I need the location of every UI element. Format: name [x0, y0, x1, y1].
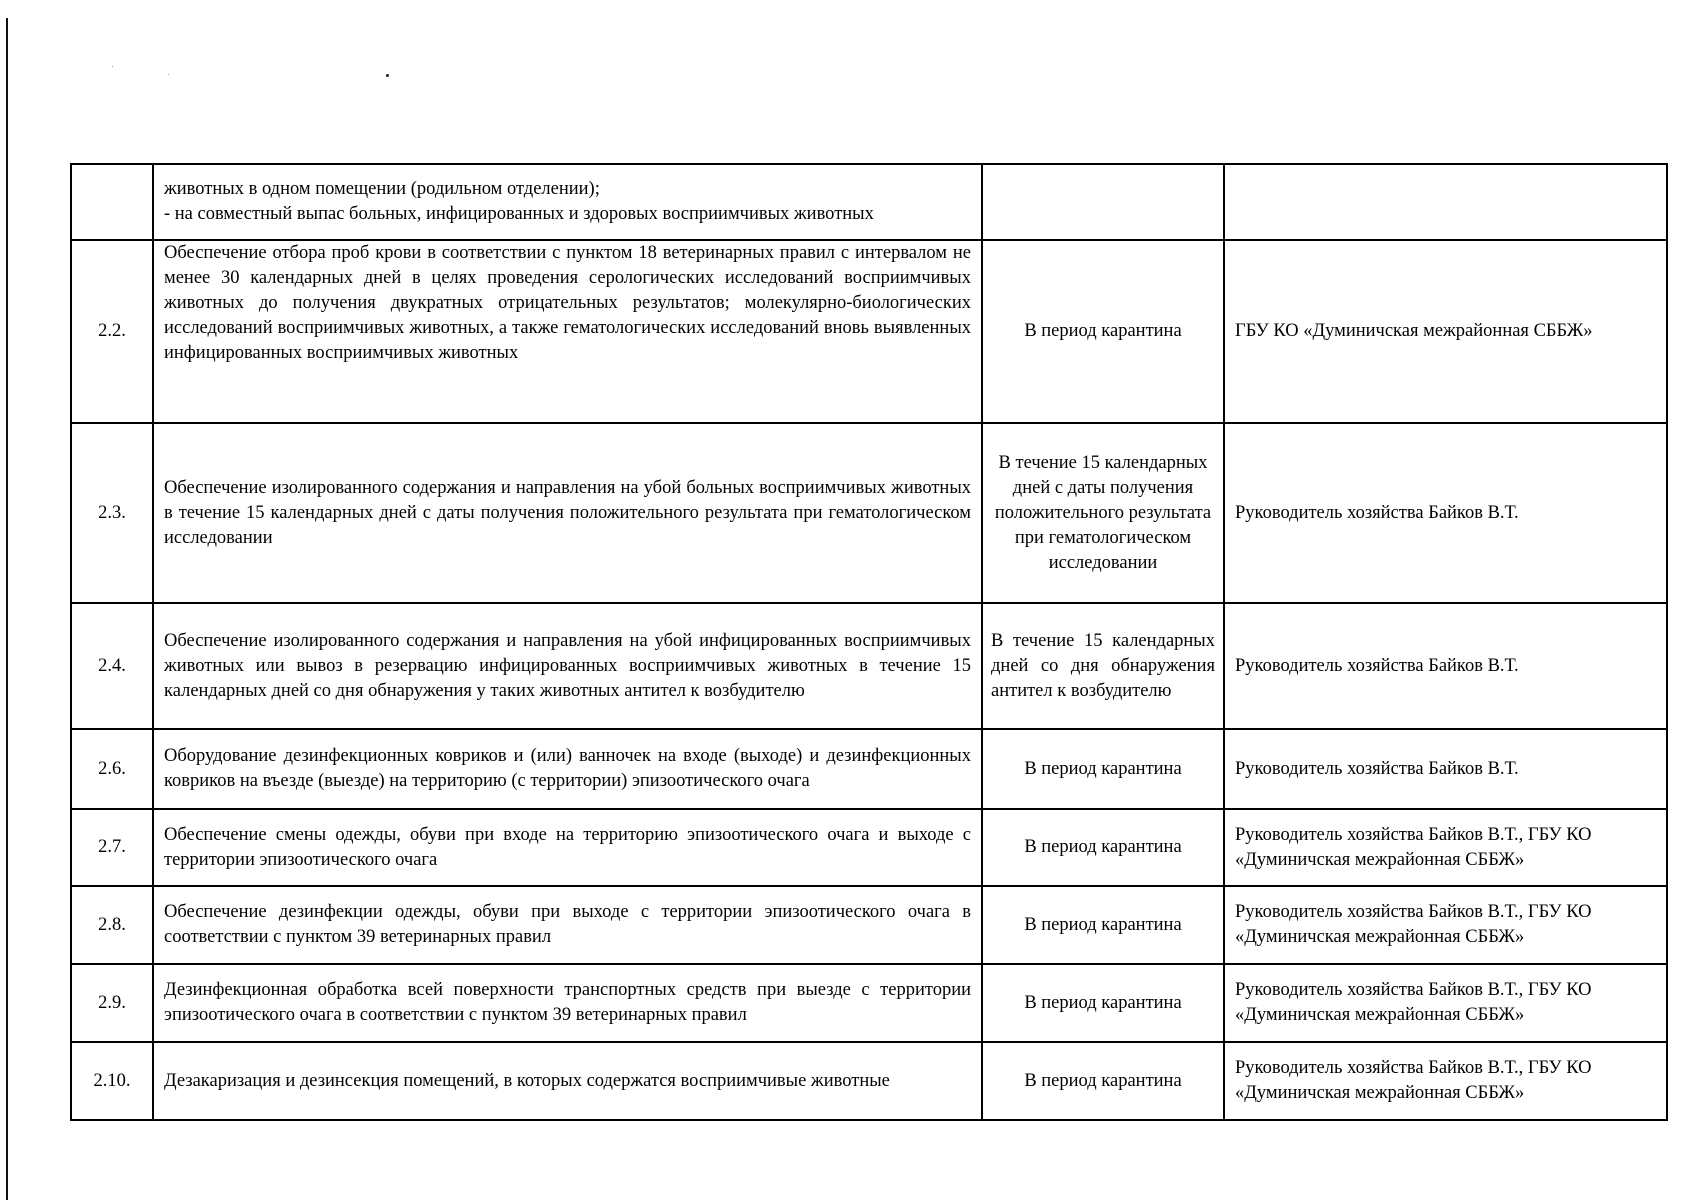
term-cell: [982, 164, 1224, 240]
term-cell: В период карантина: [982, 1042, 1224, 1120]
measure-text: Дезинфекционная обработка всей поверхности транспортных средств при выезде с территории эпизоотического очага в соответствии с пунктом 39 ветеринарных правил: [153, 964, 982, 1042]
measure-text: Обеспечение смены одежды, обуви при входе на территорию эпизоотического очага и выходе с территории эпизоотического очага: [153, 809, 982, 886]
row-number: 2.10.: [71, 1042, 153, 1120]
measure-text: Дезакаризация и дезинсекция помещений, в которых содержатся восприимчивые животные: [153, 1042, 982, 1120]
row-number: 2.4.: [71, 603, 153, 729]
responsible-cell: ГБУ КО «Думиничская межрайонная СББЖ»: [1224, 240, 1667, 423]
page-edge-rule: [6, 18, 8, 1200]
scan-speck: [386, 74, 389, 77]
table-row: [71, 729, 1667, 809]
measure-text: Обеспечение дезинфекции одежды, обуви при выходе с территории эпизоотического очага в соответствии с пунктом 39 ветеринарных правил: [153, 886, 982, 964]
measure-text: Обеспечение изолированного содержания и направления на убой инфицированных восприимчивых животных или вывоз в резервацию инфицированных восприимчивых животных в течение 15 календарных дней со дня обнаружения у таких животных антител к возбудителю: [153, 603, 982, 729]
table-row: [71, 603, 1667, 729]
term-cell: В период карантина: [982, 964, 1224, 1042]
responsible-cell: Руководитель хозяйства Байков В.Т., ГБУ КО «Думиничская межрайонная СББЖ»: [1224, 1042, 1667, 1120]
scan-speck: [112, 66, 113, 67]
measures-table: [70, 163, 1668, 1121]
term-cell: В период карантина: [982, 809, 1224, 886]
table-row: [71, 423, 1667, 603]
term-cell: В течение 15 календарных дней с даты получения положительного результата при гематологическом исследовании: [982, 423, 1224, 603]
responsible-cell: Руководитель хозяйства Байков В.Т., ГБУ КО «Думиничская межрайонная СББЖ»: [1224, 809, 1667, 886]
responsible-cell: Руководитель хозяйства Байков В.Т.: [1224, 729, 1667, 809]
row-number: [71, 164, 153, 240]
scan-speck: [168, 74, 169, 75]
row-number: 2.8.: [71, 886, 153, 964]
table-row: [71, 809, 1667, 886]
responsible-cell: Руководитель хозяйства Байков В.Т., ГБУ КО «Думиничская межрайонная СББЖ»: [1224, 886, 1667, 964]
responsible-cell: [1224, 164, 1667, 240]
table-row: [71, 1042, 1667, 1120]
measure-text: Оборудование дезинфекционных ковриков и (или) ванночек на входе (выходе) и дезинфекционных ковриков на въезде (выезде) на территорию (с территории) эпизоотического очага: [153, 729, 982, 809]
responsible-cell: Руководитель хозяйства Байков В.Т.: [1224, 423, 1667, 603]
row-number: 2.7.: [71, 809, 153, 886]
responsible-cell: Руководитель хозяйства Байков В.Т.: [1224, 603, 1667, 729]
term-cell: В период карантина: [982, 886, 1224, 964]
table-row: [71, 964, 1667, 1042]
measure-text: [153, 164, 982, 240]
row-number: 2.9.: [71, 964, 153, 1042]
measure-text-line: животных в одном помещении (родильном отделении);: [164, 179, 600, 199]
table-row: [71, 164, 1667, 240]
row-number: 2.6.: [71, 729, 153, 809]
table-row: [71, 886, 1667, 964]
term-cell: В период карантина: [982, 240, 1224, 423]
row-number: 2.3.: [71, 423, 153, 603]
measure-text: Обеспечение изолированного содержания и направления на убой больных восприимчивых животных в течение 15 календарных дней с даты получения положительного результата при гематологическом исследовании: [153, 423, 982, 603]
table-row: [71, 240, 1667, 423]
term-cell: В период карантина: [982, 729, 1224, 809]
responsible-cell: Руководитель хозяйства Байков В.Т., ГБУ КО «Думиничская межрайонная СББЖ»: [1224, 964, 1667, 1042]
term-cell: В течение 15 календарных дней со дня обнаружения антител к возбудителю: [982, 603, 1224, 729]
measure-text-line: - на совместный выпас больных, инфицированных и здоровых восприимчивых животных: [164, 204, 874, 224]
measure-text: Обеспечение отбора проб крови в соответствии с пунктом 18 ветеринарных правил с интервалом не менее 30 календарных дней в целях проведения серологических исследований восприимчивых животных до получения двукратных отрицательных результатов; молекулярно-биологических исследований восприимчивых животных, а также гематологических исследований вновь выявленных инфицированных восприимчивых животных: [153, 240, 982, 423]
row-number: 2.2.: [71, 240, 153, 423]
